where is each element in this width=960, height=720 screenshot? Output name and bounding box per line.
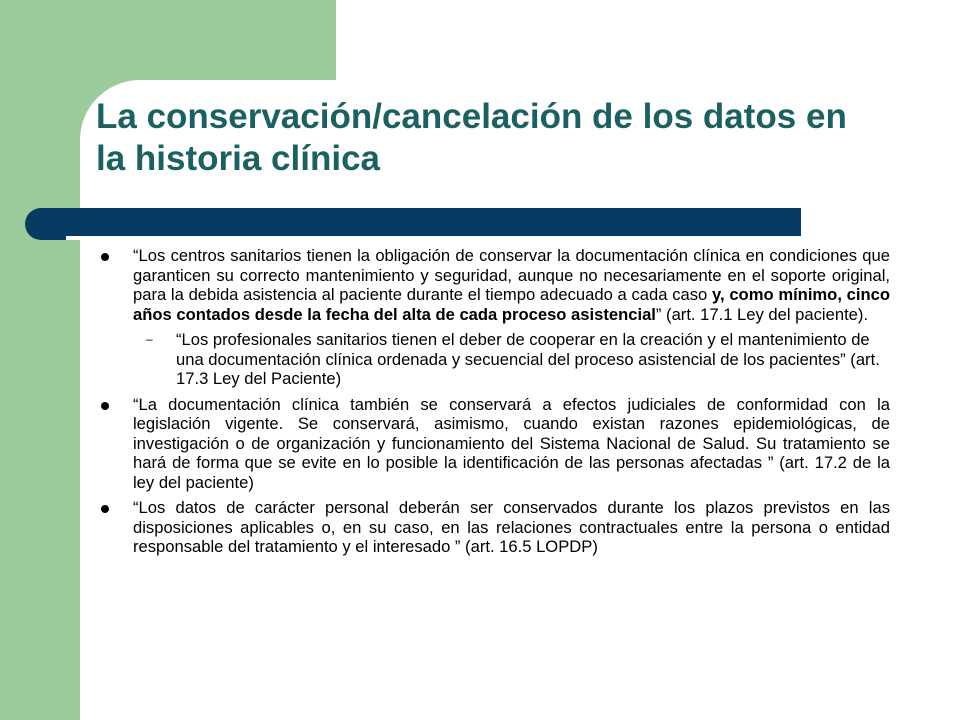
bullet-text-part: ” (art. 17.1 Ley del paciente). bbox=[655, 304, 869, 324]
divider-gap bbox=[66, 236, 801, 240]
slide-title: La conservación/cancelación de los datos en la historia clínica bbox=[96, 97, 847, 178]
bullet-dot-icon bbox=[101, 402, 109, 410]
bullet-item-conservation-obligation bbox=[100, 246, 890, 324]
left-green-band bbox=[0, 0, 80, 720]
bullet-bold-text: y, como mínimo, cinco años contados desde la fecha del alta de cada proceso asistencial bbox=[133, 285, 890, 324]
top-green-block bbox=[0, 0, 336, 80]
bullet-item-judicial-conservation bbox=[100, 395, 890, 493]
slide-content bbox=[100, 246, 890, 563]
bullet-text: “La documentación clínica también se conservará a efectos judiciales de conformidad con la legislación vigente. Se conservará, asimismo, cuando existan razones epidemiológicas, de investigación o de organización y funcionamiento del Sistema Nacional de Salud. Su tratamiento se hará de forma que se evite en lo posible la identificación de las personas afectadas ” (art. 17.2 de la ley del paciente) bbox=[133, 394, 890, 492]
dash-marker-icon: – bbox=[146, 332, 153, 346]
sub-item-text: “Los profesionales sanitarios tienen el deber de cooperar en la creación y el mantenimiento de una documentación clínica ordenada y secuencial del proceso asistencial de los pacientes” (art. 17.3 Ley del Paciente) bbox=[176, 330, 880, 388]
bullet-text-part: “Los centros sanitarios tienen la obligación de conservar la documentación clínica en condiciones que garanticen su correcto mantenimiento y seguridad, aunque no necesariamente en el soporte original, para la debida asistencia al paciente durante el tiempo adecuado a cada caso bbox=[133, 246, 890, 304]
bullet-text: “Los datos de carácter personal deberán ser conservados durante los plazos previstos en las disposiciones aplicables o, en su caso, en las relaciones contractuales entre la persona o entidad responsable del tratamiento y el interesado ” (art. 16.5 LOPDP) bbox=[133, 498, 890, 556]
bullet-dot-icon bbox=[101, 253, 109, 261]
bullet-item-personal-data bbox=[100, 498, 890, 557]
bullet-dot-icon bbox=[101, 505, 109, 513]
sub-item-professional-duty bbox=[146, 330, 890, 389]
